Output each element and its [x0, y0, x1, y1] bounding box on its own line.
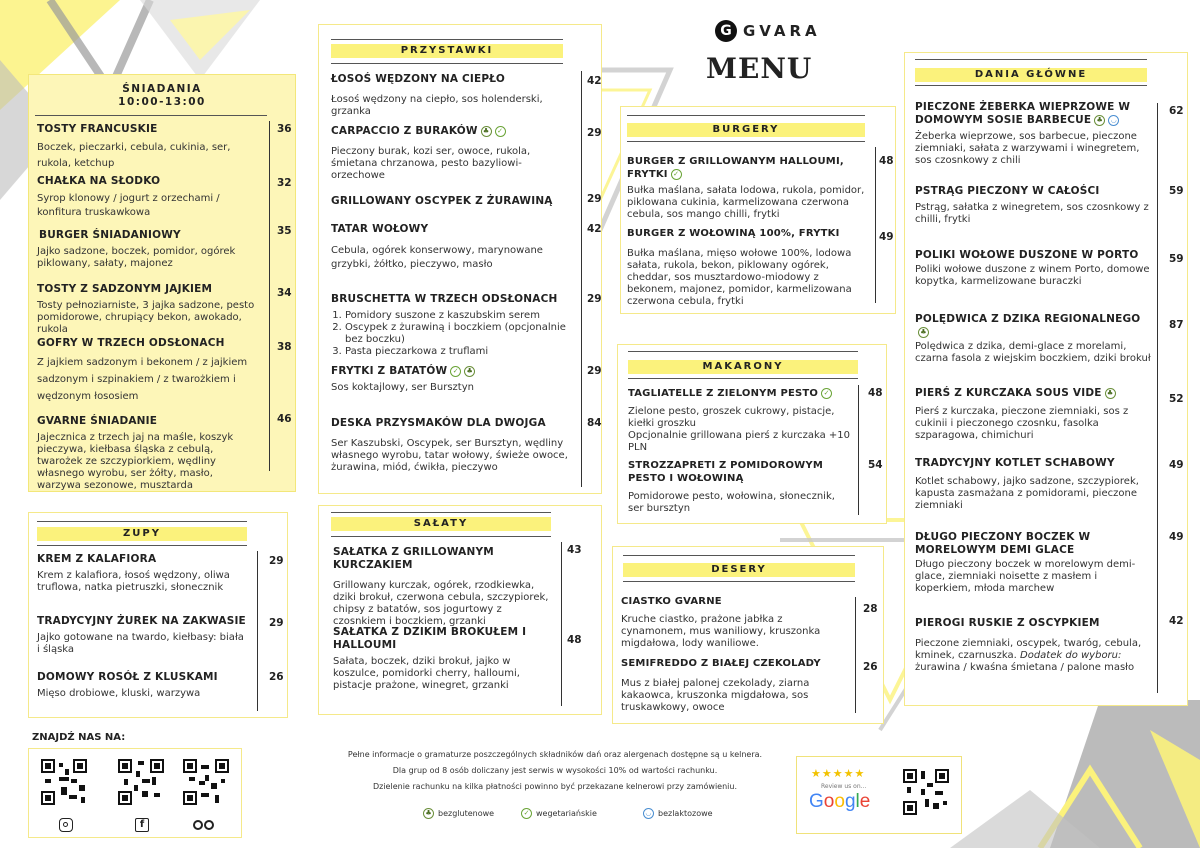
gluten-free-icon: ♣ [464, 366, 475, 377]
menu-item: DESKA PRZYSMAKÓW DLA DWOJGA Ser Kaszubski, Oscypek, ser Bursztyn, wędliny własnego wyrobu, tatar wołowy, świeże owoce, żurawina, miód, ćwikła, pieczywo [331, 417, 568, 473]
vegetarian-icon: ✓ [450, 366, 461, 377]
price: 48 [567, 634, 582, 646]
price: 38 [277, 341, 292, 353]
burgery-section [620, 106, 896, 314]
desery-title: DESERY [623, 563, 855, 577]
menu-item: GOFRY W TRZECH ODSŁONACH Z jajkiem sadzonym i bekonem / z jajkiem sadzonym i szpinakiem / z twarożkiem i wędzonym łososiem [37, 337, 248, 402]
menu-item: BURGER ŚNIADANIOWY Jajko sadzone, boczek, pomidor, ogórek piklowany, sałaty, majonez [37, 229, 236, 269]
sniadania-hours: 10:00-13:00 [118, 96, 206, 108]
price: 29 [587, 365, 602, 377]
price: 49 [1169, 459, 1184, 471]
tripadvisor-icon[interactable] [193, 818, 215, 832]
menu-item: ŁOSOŚ WĘDZONY NA CIEPŁO Łosoś wędzony na ciepło, sos holenderski, grzanka [331, 73, 543, 117]
price: 59 [1169, 253, 1184, 265]
price: 36 [277, 123, 292, 135]
footer-info: Pełne informacje o gramaturze poszczególnych składników dań oraz alergenach dostępne są u kelnera. Dla grup od 8 osób doliczany jest serwis w wysokości 10% od wartości rachunku. Dzielenie rachunku na kilka płatności powinno być przekazane kelnerowi przy zamówieniu. [347, 750, 763, 791]
salaty-section [318, 505, 602, 715]
menu-item: GVARNE ŚNIADANIE Jajecznica z trzech jaj na maśle, koszyk pieczywa, kiełbasa śląska z cebulą, twarożek ze szczypiorkiem, wędliny własnego wyrobu, ser żółty, masło, warzywa sezonowe, musztarda [37, 415, 234, 491]
price: 26 [863, 661, 878, 673]
instagram-icon[interactable] [59, 818, 73, 832]
vegetarian-icon: ✓ [821, 388, 832, 399]
burgery-title: BURGERY [627, 123, 865, 137]
qr-code-icon[interactable] [903, 769, 949, 815]
price: 48 [879, 155, 894, 167]
legend-gluten-free: ♣ bezglutenowe [420, 808, 494, 819]
menu-item: SEMIFREDDO Z BIAŁEJ CZEKOLADY Mus z białej palonej czekolady, ziarna kakaowca, kruszonka migdałowa, sos truskawkowy, owoce [621, 658, 821, 713]
menu-item: GRILLOWANY OSCYPEK Z ŻURAWINĄ [331, 195, 553, 207]
menu-item: TATAR WOŁOWY Cebula, ogórek konserwowy, marynowane grzybki, żółtko, pieczywo, masło [331, 223, 543, 270]
find-us-label: ZNAJDŹ NAS NA: [32, 732, 126, 743]
dania-glowne-section [904, 52, 1188, 706]
gluten-free-icon: ♣ [481, 126, 492, 137]
makarony-section [617, 344, 887, 524]
zupy-title: ZUPY [37, 527, 247, 541]
gluten-free-icon: ♣ [1105, 388, 1116, 399]
price: 49 [1169, 531, 1184, 543]
menu-item: BURGER Z GRILLOWANYM HALLOUMI, FRYTKI ✓ Bułka maślana, sałata lodowa, rukola, pomidor, piklowana cukinia, karmelizowana czerwona cebula, sos mango chilli, frytki [627, 156, 865, 220]
price: 35 [277, 225, 292, 237]
lactose-free-icon: ◡ [1108, 115, 1119, 126]
price: 34 [277, 287, 292, 299]
menu-item: POLIKI WOŁOWE DUSZONE W PORTO Poliki wołowe duszone z winem Porto, domowe kopytka, karmelizowane buraczki [915, 249, 1150, 287]
price: 29 [269, 617, 284, 629]
price: 84 [587, 417, 602, 429]
menu-item: KREM Z KALAFIORA Krem z kalafiora, łosoś wędzony, oliwa truflowa, natka pietruszki, słonecznik [37, 553, 230, 593]
price: 87 [1169, 319, 1184, 331]
menu-item: TAGLIATELLE Z ZIELONYM PESTO ✓ Zielone pesto, groszek cukrowy, pistacje, kiełki groszku Opcjonalnie grillowana pierś z kurczaka +10 PLN [628, 388, 850, 453]
divider [35, 115, 267, 116]
menu-item: STROZZAPRETI Z POMIDOROWYM PESTO I WOŁOWINĄ Pomidorowe pesto, wołowina, słonecznik, ser bursztyn [628, 460, 835, 514]
menu-item: SAŁATKA Z GRILLOWANYM KURCZAKIEM Grillowany kurczak, ogórek, rzodkiewka, dziki brokuł, czerwona cebula, szczypiorek, chipsy z batatów, sos jogurtowy z czosnkiem i boczkiem, grzanki [333, 546, 549, 627]
google-review-panel [796, 756, 962, 834]
price: 54 [868, 459, 883, 471]
vegetarian-icon: ✓ [521, 808, 532, 819]
salaty-title: SAŁATY [331, 517, 551, 531]
price: 26 [269, 671, 284, 683]
price: 46 [277, 413, 292, 425]
menu-item: DŁUGO PIECZONY BOCZEK W MORELOWYM DEMI GLACE Długo pieczony boczek w morelowym demi- glace, ziemniaki noisette z masłem i koperkiem, młoda marchew [915, 531, 1136, 594]
logo [715, 20, 821, 42]
menu-item: SAŁATKA Z DZIKIM BROKUŁEM I HALLOUMI Sałata, boczek, dziki brokuł, jajko w koszulce, pomidorki cherry, halloumi, pistacje prażone, winegret, grzanki [333, 626, 527, 691]
price: 52 [1169, 393, 1184, 405]
price: 43 [567, 544, 582, 556]
rating-stars: ★★★★★ [811, 767, 866, 780]
price: 48 [868, 387, 883, 399]
vegetarian-icon: ✓ [671, 169, 682, 180]
review-us-label: Review us on... [821, 783, 867, 790]
price: 42 [1169, 615, 1184, 627]
menu-item: PSTRĄG PIECZONY W CAŁOŚCI Pstrąg, sałatka z winegretem, sos czosnkowy z chilli, frytki [915, 185, 1149, 225]
qr-code-icon[interactable] [118, 759, 164, 805]
menu-item: TOSTY Z SADZONYM JAJKIEM Tosty pełnoziarniste, 3 jajka sadzone, pesto pomidorowe, chrupiący bekon, awokado, rukola [37, 283, 255, 335]
menu-item: FRYTKI Z BATATÓW ✓ ♣ Sos koktajlowy, ser Bursztyn [331, 365, 474, 393]
price: 59 [1169, 185, 1184, 197]
lactose-free-icon: ◡ [643, 808, 654, 819]
vegetarian-icon: ✓ [495, 126, 506, 137]
price: 42 [587, 223, 602, 235]
menu-title: MENU [706, 52, 813, 85]
menu-item: TRADYCYJNY KOTLET SCHABOWY Kotlet schabowy, jajko sadzone, szczypiorek, kapusta zasmażana z pomidorami, pieczone ziemniaki [915, 457, 1139, 511]
brand-name: GVARA [743, 22, 821, 40]
menu-item: CIASTKO GVARNE Kruche ciastko, prażone jabłka z cynamonem, mus waniliowy, kruszonka migdałowa, lody waniliowe. [621, 596, 821, 649]
qr-code-icon[interactable] [41, 759, 87, 805]
price-divider [269, 121, 270, 471]
menu-item: CARPACCIO Z BURAKÓW ♣ ✓ Pieczony burak, kozi ser, owoce, rukola, śmietana chrzanowa, pesto bazyliowi-orzechowe [331, 125, 531, 181]
facebook-icon[interactable]: f [135, 818, 149, 832]
przystawki-section [318, 24, 602, 494]
price: 29 [587, 293, 602, 305]
qr-code-icon[interactable] [183, 759, 229, 805]
price: 29 [587, 127, 602, 139]
google-logo[interactable]: Google [809, 791, 871, 812]
social-panel [28, 748, 242, 838]
price: 29 [587, 193, 602, 205]
price: 28 [863, 603, 878, 615]
price: 42 [587, 75, 602, 87]
menu-item: TRADYCYJNY ŻUREK NA ZAKWASIE Jajko gotowane na twardo, kiełbasy: biała i śląska [37, 615, 246, 655]
zupy-section [28, 512, 288, 718]
gluten-free-icon: ♣ [423, 808, 434, 819]
sniadania-section [28, 74, 296, 492]
price: 62 [1169, 105, 1184, 117]
dania-title: DANIA GŁÓWNE [915, 68, 1147, 82]
makarony-title: MAKARONY [628, 360, 858, 374]
menu-item: PIEROGI RUSKIE Z OSCYPKIEM Pieczone ziemniaki, oscypek, twaróg, cebula, kminek, czarnuszka. Dodatek do wyboru: żurawina / kwaśna śmietana / palone masło [915, 617, 1142, 673]
desery-section [612, 546, 884, 724]
przystawki-title: PRZYSTAWKI [331, 44, 563, 58]
price: 32 [277, 177, 292, 189]
menu-item: PIERŚ Z KURCZAKA SOUS VIDE ♣ Pierś z kurczaka, pieczone ziemniaki, sos z cukinii i pieczonego czosnku, fasolka szparagowa, chimichuri [915, 387, 1129, 441]
sniadania-title: ŚNIADANIA 10:00-13:00 [29, 83, 295, 109]
price: 49 [879, 231, 894, 243]
legend-lactose-free: ◡ bezlaktozowe [640, 808, 713, 819]
gluten-free-icon: ♣ [918, 327, 929, 338]
bruschetta-list: 1. Pomidory suszone z kaszubskim serem 2. Oscypek z żurawiną i boczkiem (opcjonalnie bez boczku) 3. Pasta pieczarkowa z truflami [345, 310, 573, 358]
menu-item: CHAŁKA NA SŁODKO Syrop klonowy / jogurt z orzechami / konfitura truskawkowa [37, 175, 220, 218]
menu-item: POLĘDWICA Z DZIKA REGIONALNEGO♣ Polędwica z dzika, demi-glace z morelami, czarna fasola z wiejskim boczkiem, dziki brokuł [915, 313, 1151, 364]
menu-item: BRUSCHETTA W TRZECH ODSŁONACH 1. Pomidory suszone z kaszubskim serem 2. Oscypek z żurawiną i boczkiem (opcjonalnie bez boczku) 3. Pasta pieczarkowa z truflami [331, 293, 573, 358]
price: 29 [269, 555, 284, 567]
menu-item: TOSTY FRANCUSKIE Boczek, pieczarki, cebula, cukinia, ser, rukola, ketchup [37, 123, 231, 169]
legend-vegetarian: ✓ wegetariańskie [518, 808, 597, 819]
menu-item: BURGER Z WOŁOWINĄ 100%, FRYTKI Bułka maślana, mięso wołowe 100%, lodowa sałata, rukola, bekon, piklowany ogórek, cheddar, sos musztardowo-miodowy z bekonem, majonez, pomidor, karmelizowana czerwona cebula, frytki [627, 228, 852, 307]
menu-item: PIECZONE ŻEBERKA WIEPRZOWE W DOMOWYM SOSIE BARBECUE ♣ ◡ Żeberka wieprzowe, sos barbecue, pieczone ziemniaki, sałata z warzywami i winegretem, sos czosnkowy z chili [915, 101, 1140, 166]
menu-item: DOMOWY ROSÓŁ Z KLUSKAMI Mięso drobiowe, kluski, warzywa [37, 671, 218, 699]
logo-icon: G [715, 20, 737, 42]
gluten-free-icon: ♣ [1094, 115, 1105, 126]
